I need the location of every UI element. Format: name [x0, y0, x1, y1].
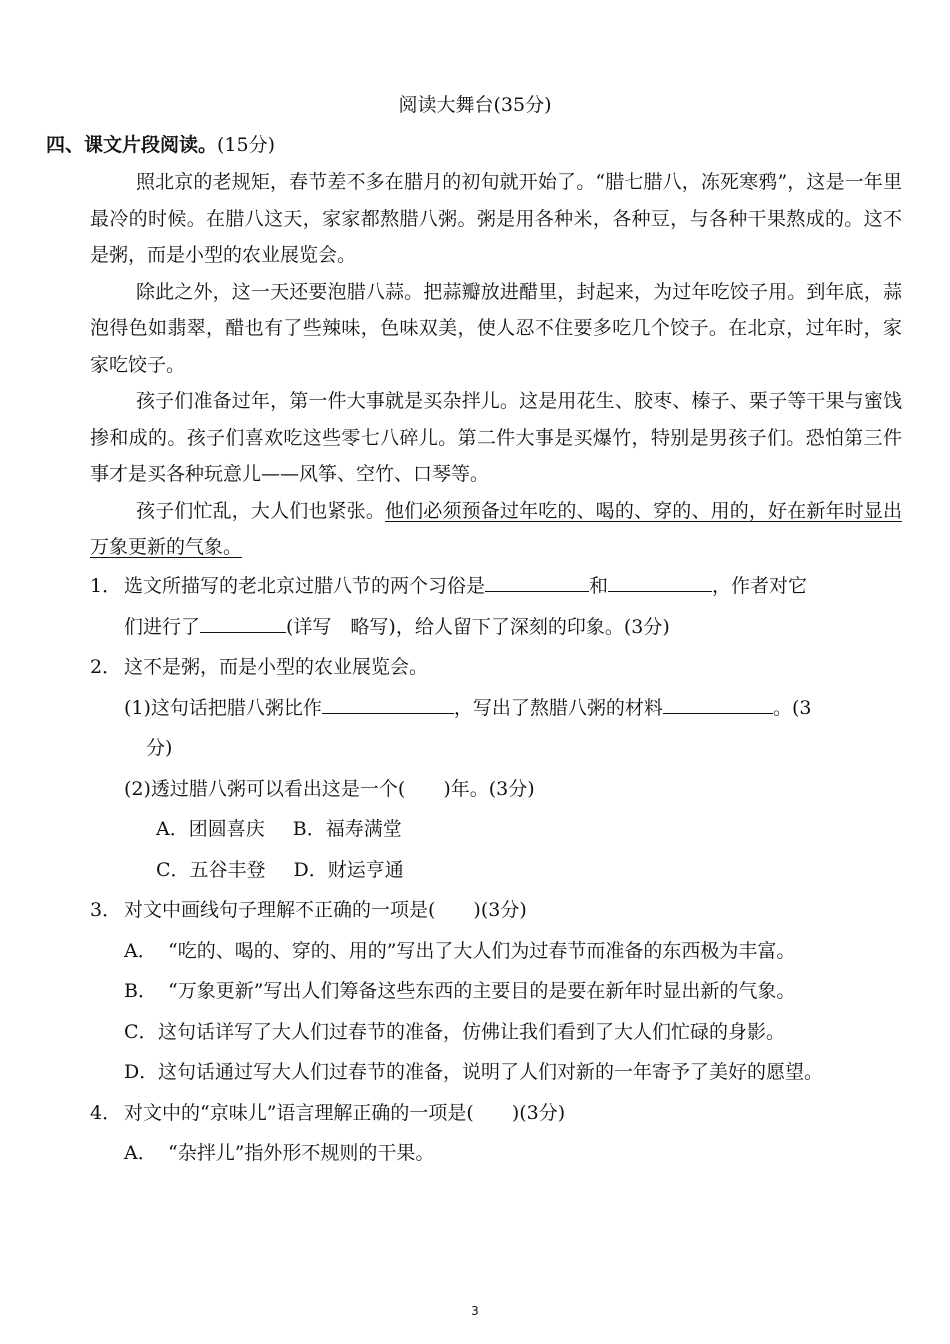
option-3-B-text: “万象更新”写出人们筹备这些东西的主要目的是要在新年时显出新的气象。 [168, 980, 796, 1002]
question-2-stem: 这不是粥，而是小型的农业展览会。 [124, 656, 429, 678]
question-2-sub-1-text-c: 。(3 [772, 696, 812, 719]
section-score: (15分) [217, 134, 276, 156]
underlined-sentence: 他们必须预备过年吃的、喝的、穿的、用的，好在新年时显出万象更新的气象。 [90, 499, 902, 558]
question-1-text-a: 选文所描写的老北京过腊八节的两个习俗是 [124, 575, 486, 597]
option-3-C[interactable] [90, 1012, 902, 1053]
passage-paragraph-1: 照北京的老规矩，春节差不多在腊月的初旬就开始了。“腊七腊八，冻死寒鸦”，这是一年里最冷的时候。在腊八这天，家家都熬腊八粥。粥是用各种米，各种豆，与各种干果熬成的。这不是粥，而是小型的农业展览会。 [90, 171, 902, 266]
question-4 [90, 1093, 902, 1134]
answer-blank-1c[interactable] [200, 610, 286, 633]
option-2-A[interactable]: A．团圆喜庆 [156, 818, 265, 840]
question-2-number: 2． [90, 656, 122, 678]
reading-passage [90, 164, 902, 566]
question-1 [90, 566, 902, 607]
question-4-number: 4． [90, 1101, 122, 1124]
option-3-A-text: “吃的、喝的、穿的、用的”写出了大人们为过春节而准备的东西极为丰富。 [168, 939, 796, 962]
passage-paragraph-4 [90, 493, 902, 566]
question-1-number: 1． [90, 575, 122, 597]
question-2-sub-2: (2)透过腊八粥可以看出这是一个( )年。(3分) [124, 777, 535, 800]
page-title: 阅读大舞台(35分) [398, 94, 552, 116]
option-2-C[interactable]: C．五谷丰登 [156, 858, 266, 881]
question-1-text-d: 们进行了 [124, 615, 201, 638]
passage-p4-plain: 孩子们忙乱，大人们也紧张。 [136, 499, 385, 522]
option-2-D[interactable]: D．财运亨通 [293, 858, 404, 881]
option-3-A-label: A． [124, 939, 157, 962]
question-2-options-row-2 [90, 850, 902, 891]
questions [90, 566, 902, 1174]
option-3-C-label: C． [124, 1020, 158, 1043]
option-4-A-label: A． [124, 1142, 157, 1164]
question-1-text-e: (详写 略写)，给人留下了深刻的印象。(3分) [286, 615, 670, 638]
question-3 [90, 890, 902, 931]
option-4-A[interactable] [90, 1133, 902, 1174]
page-number: 3 [471, 1304, 479, 1318]
question-1-text-c: ，作者对它 [712, 575, 808, 597]
section-heading-text: 四、课文片段阅读。 [46, 134, 218, 156]
section-heading [46, 130, 275, 157]
option-4-A-text: “杂拌儿”指外形不规则的干果。 [168, 1142, 435, 1164]
question-3-stem: 对文中画线句子理解不正确的一项是( )(3分) [124, 899, 527, 921]
question-1-text-b: 和 [589, 575, 609, 597]
question-2-sub-1-text-b: ，写出了熬腊八粥的材料 [453, 696, 663, 719]
option-3-B-label: B． [124, 980, 157, 1002]
question-2 [90, 647, 902, 688]
option-3-D[interactable] [90, 1052, 902, 1093]
question-3-number: 3． [90, 899, 122, 921]
option-2-B[interactable]: B．福寿满堂 [292, 818, 402, 840]
option-3-C-text: 这句话详写了大人们过春节的准备，仿佛让我们看到了大人们忙碌的身影。 [158, 1020, 786, 1043]
answer-blank-1b[interactable] [608, 569, 712, 592]
answer-blank-1a[interactable] [485, 569, 589, 592]
question-2-sub-1-text-a: (1)这句话把腊八粥比作 [124, 696, 322, 719]
passage-paragraph-3: 孩子们准备过年，第一件大事就是买杂拌儿。这是用花生、胶枣、榛子、栗子等干果与蜜饯掺和成的。孩子们喜欢吃这些零七八碎儿。第二件大事是买爆竹，特别是男孩子们。恐怕第三件事才是买各种玩意儿——风筝、空竹、口琴等。 [90, 390, 902, 485]
option-3-D-label: D． [124, 1061, 159, 1083]
option-3-A[interactable] [90, 931, 902, 972]
question-1-continued [90, 607, 902, 648]
question-2-sub-1-continued: 分) [146, 737, 173, 759]
option-3-D-text: 这句话通过写大人们过春节的准备，说明了人们对新的一年寄予了美好的愿望。 [158, 1061, 824, 1083]
option-3-B[interactable] [90, 971, 902, 1012]
question-2-sub-1 [90, 688, 902, 729]
passage-paragraph-2: 除此之外，这一天还要泡腊八蒜。把蒜瓣放进醋里，封起来，为过年吃饺子用。到年底，蒜泡得色如翡翠，醋也有了些辣味，色味双美，使人忍不住要多吃几个饺子。在北京，过年时，家家吃饺子。 [90, 280, 902, 376]
question-2-options-row-1 [90, 809, 902, 850]
answer-blank-2b[interactable] [663, 691, 773, 714]
answer-blank-2a[interactable] [322, 691, 454, 714]
question-4-stem: 对文中的“京味儿”语言理解正确的一项是( )(3分) [124, 1101, 566, 1124]
